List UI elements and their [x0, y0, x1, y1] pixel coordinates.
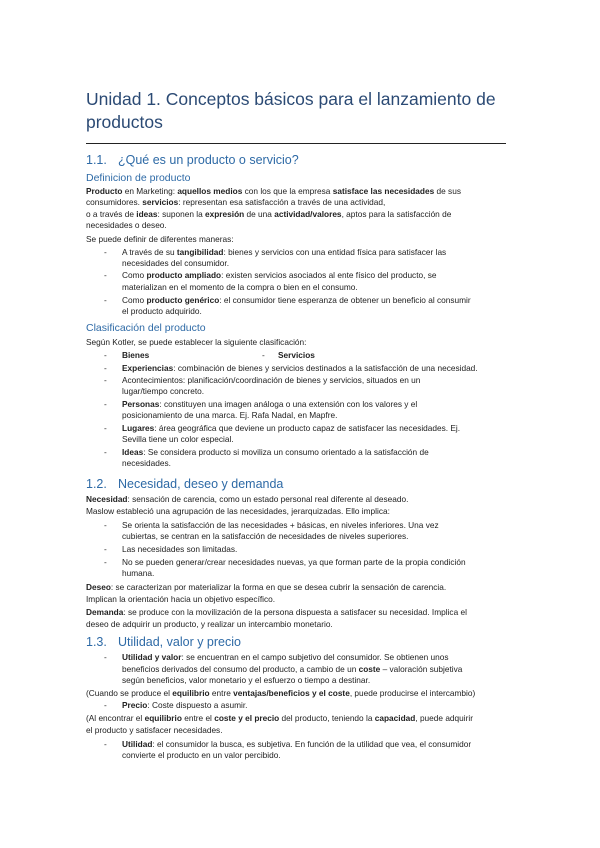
section-number: 1.2. [86, 477, 107, 491]
list-item-continuation: lugar/tiempo concreto. [122, 386, 205, 396]
paragraph: necesidades o deseo. [86, 220, 167, 230]
paragraph: o a través de ideas: suponen la expresión de una actividad/valores, aptos para la satisfacción de [86, 209, 452, 219]
paragraph: Según Kotler, se puede establecer la siguiente clasificación: [86, 337, 307, 347]
list-item: Personas: constituyen una imagen análoga o una extensión con los valores y el [122, 399, 418, 409]
bullet-marker: - [104, 557, 107, 567]
section-title: Utilidad, valor y precio [118, 635, 241, 649]
section-heading-1-3 [86, 634, 241, 650]
list-item-continuation: cubiertas, se centran en la satisfacción de necesidades de niveles superiores. [122, 531, 409, 541]
list-item: Utilidad: el consumidor la busca, es subjetiva. En función de la utilidad que vea, el consumidor [122, 739, 472, 749]
subheading-clasificacion: Clasificación del producto [86, 322, 206, 334]
bullet-marker: - [262, 350, 265, 360]
bullet-marker: - [104, 423, 107, 433]
list-item: Como producto genérico: el consumidor tiene esperanza de obtener un beneficio al consumir [122, 295, 471, 305]
list-item: Experiencias: combinación de bienes y servicios destinados a la satisfacción de una necesidad. [122, 363, 478, 373]
paragraph: Producto en Marketing: aquellos medios con los que la empresa satisface las necesidades de sus [86, 186, 461, 196]
paragraph: el producto y satisfacer necesidades. [86, 725, 223, 735]
list-item-continuation: posicionamiento de una marca. Ej. Rafa Nadal, en Mapfre. [122, 410, 338, 420]
list-item: Lugares: área geográfica que deviene un producto capaz de satisfacer las necesidades. Ej. [122, 423, 461, 433]
page-title: Unidad 1. Conceptos básicos para el lanzamiento de productos [86, 89, 496, 132]
bullet-marker: - [104, 700, 107, 710]
bullet-marker: - [104, 544, 107, 554]
paragraph: consumidores. servicios: representan esa satisfacción a través de una actividad, [86, 197, 386, 207]
paragraph: (Cuando se produce el equilibrio entre ventajas/beneficios y el coste, puede producirse el intercambio) [86, 688, 476, 698]
list-item: Acontecimientos: planificación/coordinación de bienes y servicios, situados en un [122, 375, 421, 385]
list-item-continuation: materializan en el momento de la compra o bien en el consumo. [122, 282, 358, 292]
paragraph: Implican la orientación hacia un objetivo específico. [86, 594, 276, 604]
list-item: Precio: Coste dispuesto a asumir. [122, 700, 248, 710]
paragraph: deseo de adquirir un producto, y realizar un intercambio monetario. [86, 619, 333, 629]
bullet-marker: - [104, 375, 107, 385]
list-item: Servicios [278, 350, 315, 360]
subheading-definicion: Definicion de producto [86, 172, 191, 184]
list-item: Como producto ampliado: existen servicios asociados al ente físico del producto, se [122, 270, 437, 280]
section-heading-1-1 [86, 152, 299, 168]
bullet-marker: - [104, 270, 107, 280]
bullet-marker: - [104, 399, 107, 409]
section-number: 1.3. [86, 635, 107, 649]
list-item: Utilidad y valor: se encuentran en el campo subjetivo del consumidor. Se obtienen unos [122, 652, 449, 662]
list-item: Las necesidades son limitadas. [122, 544, 238, 554]
bullet-marker: - [104, 520, 107, 530]
list-item-continuation: necesidades del consumidor. [122, 258, 230, 268]
list-item-continuation: humana. [122, 568, 155, 578]
list-item: A través de su tangibilidad: bienes y servicios con una entidad física para satisfacer las [122, 247, 447, 257]
paragraph: Deseo: se caracterizan por materializar la forma en que se desea cubrir la sensación de carencia. [86, 582, 447, 592]
list-item-continuation: convierte el producto en un valor percibido. [122, 750, 281, 760]
bullet-marker: - [104, 652, 107, 662]
list-item-continuation: el producto adquirido. [122, 306, 202, 316]
bullet-marker: - [104, 739, 107, 749]
bullet-marker: - [104, 350, 107, 360]
list-item-continuation: según beneficios, valor monetario y el esfuerzo o tiempo a destinar. [122, 675, 371, 685]
bullet-marker: - [104, 295, 107, 305]
list-item-continuation: Sevilla tiene un color especial. [122, 434, 234, 444]
section-title: ¿Qué es un producto o servicio? [118, 153, 299, 167]
section-heading-1-2 [86, 476, 283, 492]
paragraph: Maslow estableció una agrupación de las necesidades, jerarquizadas. Ello implica: [86, 506, 390, 516]
paragraph: Necesidad: sensación de carencia, como un estado personal real diferente al deseado. [86, 494, 409, 504]
paragraph: Demanda: se produce con la movilización de la persona dispuesta a satisfacer su necesidad. Implica el [86, 607, 467, 617]
section-title: Necesidad, deseo y demanda [118, 477, 284, 491]
paragraph: (Al encontrar el equilibrio entre el coste y el precio del producto, teniendo la capacidad, puede adquirir [86, 713, 473, 723]
section-number: 1.1. [86, 153, 107, 167]
list-item: Ideas: Se considera producto si moviliza un consumo orientado a la satisfacción de [122, 447, 429, 457]
list-item: Bienes [122, 350, 150, 360]
bullet-marker: - [104, 363, 107, 373]
list-item: Se orienta la satisfacción de las necesidades + básicas, en niveles inferiores. Una vez [122, 520, 439, 530]
list-item-continuation: beneficios derivados del consumo del producto, a cambio de un coste – valoración subjetiva [122, 664, 463, 674]
list-item: No se pueden generar/crear necesidades nuevas, ya que forman parte de la propia condición [122, 557, 466, 567]
bullet-marker: - [104, 447, 107, 457]
title-underline [86, 143, 506, 144]
list-item-continuation: necesidades. [122, 458, 171, 468]
bullet-marker: - [104, 247, 107, 257]
paragraph: Se puede definir de diferentes maneras: [86, 234, 234, 244]
